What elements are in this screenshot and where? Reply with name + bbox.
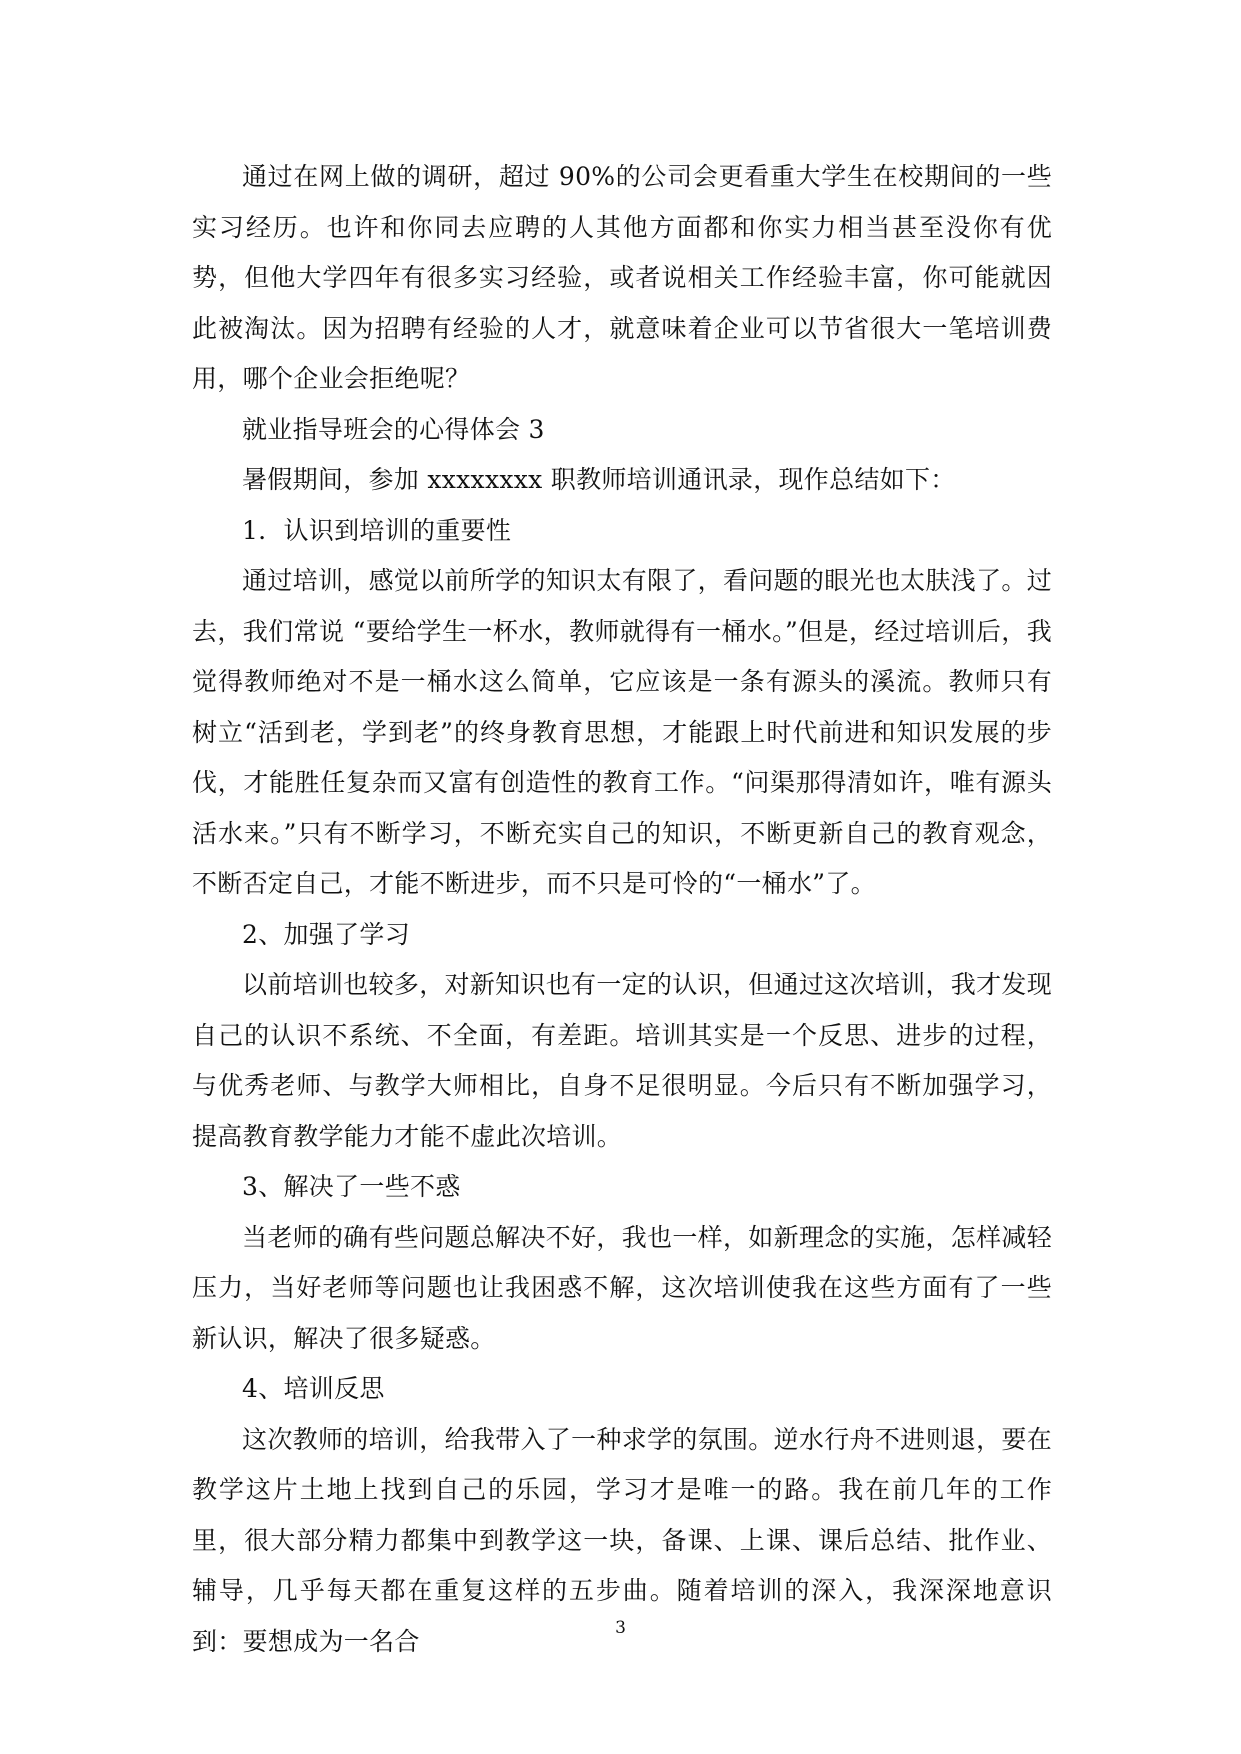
paragraph-summary-intro: 暑假期间，参加 xxxxxxxx 职教师培训通讯录，现作总结如下： — [242, 465, 956, 494]
subheading-2: 2、加强了学习 — [242, 919, 411, 949]
page-number: 3 — [615, 1618, 626, 1638]
paragraph-learning: 以前培训也较多，对新知识也有一定的认识，但通过这次培训，我才发现自己的认识不系统、不全面，有差距。培训其实是一个反思、进步的过程，与优秀老师、与教学大师相比，自身不足很明显。今后只有不断加强学习，提高教育教学能力才能不虚此次培训。 — [192, 970, 1052, 1151]
subheading-3: 3、解决了一些不惑 — [242, 1172, 461, 1201]
paragraph-internship-experience: 通过在网上做的调研，超过 90%的公司会更看重大学生在校期间的一些实习经历。也许和你同去应聘的人其他方面都和你实力相当甚至没你有优势，但他大学四年有很多实习经验，或者说相关工作经验丰富，你可能就因此被淘汰。因为招聘有经验的人才，就意味着企业可以节省很大一笔培训费用，哪个企业会拒绝呢？ — [192, 162, 1052, 393]
paragraph-doubts: 当老师的确有些问题总解决不好，我也一样，如新理念的实施，怎样减轻压力，当好老师等问题也让我困惑不解，这次培训使我在这些方面有了一些新认识，解决了很多疑惑。 — [192, 1222, 1052, 1353]
subheading-1: 1．认识到培训的重要性 — [242, 515, 512, 545]
paragraph-importance: 通过培训，感觉以前所学的知识太有限了，看问题的眼光也太肤浅了。过去，我们常说 “要给学生一杯水，教师就得有一桶水。”但是，经过培训后，我觉得教师绝对不是一桶水这么简单，它应该是一条有源头的溪流。教师只有树立“活到老，学到老”的终身教育思想，才能跟上时代前进和知识发展的步伐，才能胜任复杂而又富有创造性的教育工作。“问渠那得清如许，唯有源头活水来。”只有不断学习，不断充实自己的知识，不断更新自己的教育观念，不断否定自己，才能不断进步，而不只是可怜的“一桶水”了。 — [192, 566, 1052, 898]
section-title-3: 就业指导班会的心得体会 3 — [242, 414, 545, 444]
document-body — [192, 152, 1052, 1667]
paragraph-reflection: 这次教师的培训，给我带入了一种求学的氛围。逆水行舟不进则退，要在教学这片土地上找到自己的乐园，学习才是唯一的路。我在前几年的工作里，很大部分精力都集中到教学这一块，备课、上课、课后总结、批作业、辅导，几乎每天都在重复这样的五步曲。随着培训的深入，我深深地意识到：要想成为一名合 — [192, 1424, 1052, 1656]
subheading-4: 4、培训反思 — [242, 1374, 385, 1403]
